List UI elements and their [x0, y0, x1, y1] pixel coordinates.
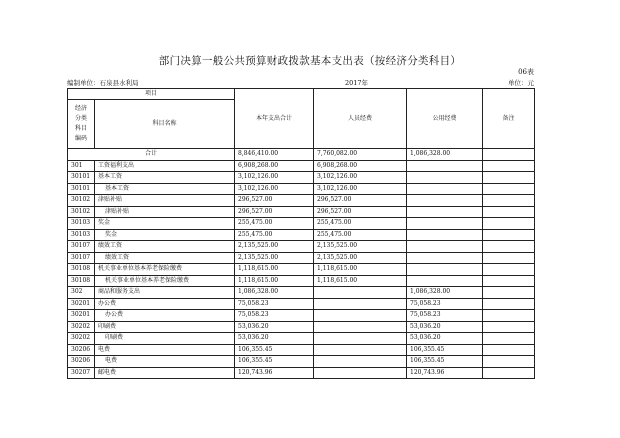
row-public	[407, 218, 483, 230]
row-public	[407, 275, 483, 287]
row-public	[407, 160, 483, 172]
row-personnel: 296,527.00	[314, 195, 407, 207]
row-total: 1,086,328.00	[235, 287, 314, 299]
row-public: 120,743.96	[407, 367, 483, 379]
row-public	[407, 183, 483, 195]
row-total: 2,135,525.00	[235, 252, 314, 264]
row-public: 106,355.45	[407, 356, 483, 368]
table-row	[68, 333, 535, 345]
sum-public: 1,086,328.00	[407, 149, 483, 161]
table-row	[68, 287, 535, 299]
row-name: 电费	[95, 344, 235, 356]
row-note	[483, 195, 535, 207]
row-code: 301	[68, 160, 95, 172]
table-row	[68, 264, 535, 276]
row-code: 30202	[68, 333, 95, 345]
sum-row	[68, 149, 535, 161]
row-public	[407, 241, 483, 253]
row-name: 奖金	[95, 229, 235, 241]
table-row	[68, 321, 535, 333]
row-name: 办公费	[95, 310, 235, 322]
row-total: 6,908,268.00	[235, 160, 314, 172]
row-total: 296,527.00	[235, 195, 314, 207]
row-name: 办公费	[95, 298, 235, 310]
row-public	[407, 252, 483, 264]
row-note	[483, 206, 535, 218]
row-code: 302	[68, 287, 95, 299]
row-name: 机关事业单位基本养老保险缴费	[95, 264, 235, 276]
row-personnel	[314, 310, 407, 322]
row-personnel: 2,135,525.00	[314, 252, 407, 264]
table-row	[68, 252, 535, 264]
row-code: 30108	[68, 264, 95, 276]
row-note	[483, 218, 535, 230]
row-note	[483, 298, 535, 310]
row-name: 基本工资	[95, 172, 235, 184]
sum-total: 8,846,410.00	[235, 149, 314, 161]
row-name: 奖金	[95, 218, 235, 230]
table-row	[68, 195, 535, 207]
row-code: 30102	[68, 206, 95, 218]
row-personnel	[314, 287, 407, 299]
row-personnel	[314, 344, 407, 356]
row-total: 106,355.45	[235, 356, 314, 368]
row-personnel: 3,102,126.00	[314, 172, 407, 184]
row-code: 30201	[68, 298, 95, 310]
table-row	[68, 344, 535, 356]
row-code: 30108	[68, 275, 95, 287]
row-public	[407, 264, 483, 276]
table-row	[68, 241, 535, 253]
row-total: 3,102,126.00	[235, 183, 314, 195]
table-row	[68, 160, 535, 172]
row-name: 津贴补贴	[95, 206, 235, 218]
table-number: 06表	[518, 68, 534, 76]
row-code: 30206	[68, 356, 95, 368]
header-code: 经济 分类 科目 编码	[68, 100, 95, 149]
row-total: 106,355.45	[235, 344, 314, 356]
row-total: 296,527.00	[235, 206, 314, 218]
row-public	[407, 195, 483, 207]
row-public: 75,058.23	[407, 310, 483, 322]
row-note	[483, 356, 535, 368]
row-total: 3,102,126.00	[235, 172, 314, 184]
row-total: 53,036.20	[235, 321, 314, 333]
row-code: 30206	[68, 344, 95, 356]
row-public: 53,036.20	[407, 321, 483, 333]
row-personnel	[314, 298, 407, 310]
row-name: 工资福利支出	[95, 160, 235, 172]
row-public: 1,086,328.00	[407, 287, 483, 299]
row-personnel	[314, 356, 407, 368]
sum-personnel: 7,760,082.00	[314, 149, 407, 161]
table-row	[68, 356, 535, 368]
row-note	[483, 344, 535, 356]
header-personnel: 人员经费	[314, 89, 407, 149]
row-note	[483, 264, 535, 276]
row-code: 30207	[68, 367, 95, 379]
compiling-unit: 编制单位：石泉县水利局	[67, 79, 139, 87]
row-personnel: 296,527.00	[314, 206, 407, 218]
currency-unit: 单位：元	[508, 79, 534, 87]
row-public: 106,355.45	[407, 344, 483, 356]
row-name: 商品和服务支出	[95, 287, 235, 299]
row-code: 30107	[68, 241, 95, 253]
row-personnel: 2,135,525.00	[314, 241, 407, 253]
expenditure-table	[67, 88, 535, 379]
header-total: 本年支出合计	[235, 89, 314, 149]
row-code: 30202	[68, 321, 95, 333]
sum-note	[483, 149, 535, 161]
row-total: 75,058.23	[235, 310, 314, 322]
row-code: 30101	[68, 172, 95, 184]
row-total: 1,118,615.00	[235, 275, 314, 287]
header-item: 项目	[68, 89, 235, 100]
row-code: 30101	[68, 183, 95, 195]
row-note	[483, 275, 535, 287]
row-note	[483, 241, 535, 253]
row-code: 30103	[68, 218, 95, 230]
row-note	[483, 287, 535, 299]
report-year: 2017年	[345, 79, 369, 87]
row-name: 机关事业单位基本养老保险缴费	[95, 275, 235, 287]
table-row	[68, 275, 535, 287]
row-note	[483, 160, 535, 172]
row-total: 53,036.20	[235, 333, 314, 345]
row-personnel: 1,118,615.00	[314, 264, 407, 276]
header-note: 备注	[483, 89, 535, 149]
row-note	[483, 172, 535, 184]
table-row	[68, 206, 535, 218]
row-name: 绩效工资	[95, 252, 235, 264]
header-name: 科目名称	[95, 100, 235, 149]
row-total: 2,135,525.00	[235, 241, 314, 253]
table-row	[68, 229, 535, 241]
row-public: 75,058.23	[407, 298, 483, 310]
row-public	[407, 206, 483, 218]
row-personnel: 255,475.00	[314, 229, 407, 241]
row-total: 75,058.23	[235, 298, 314, 310]
sum-label: 合计	[68, 149, 235, 161]
row-public: 53,036.20	[407, 333, 483, 345]
row-code: 30107	[68, 252, 95, 264]
row-public	[407, 229, 483, 241]
row-personnel: 3,102,126.00	[314, 183, 407, 195]
row-note	[483, 229, 535, 241]
row-name: 基本工资	[95, 183, 235, 195]
row-total: 1,118,615.00	[235, 264, 314, 276]
row-note	[483, 183, 535, 195]
row-name: 津贴补贴	[95, 195, 235, 207]
table-row	[68, 298, 535, 310]
report-title: 部门决算一般公共预算财政拨款基本支出表（按经济分类科目）	[158, 55, 462, 67]
row-name: 邮电费	[95, 367, 235, 379]
row-personnel: 1,118,615.00	[314, 275, 407, 287]
row-personnel: 255,475.00	[314, 218, 407, 230]
row-total: 120,743.96	[235, 367, 314, 379]
row-name: 印刷费	[95, 321, 235, 333]
table-row	[68, 172, 535, 184]
row-total: 255,475.00	[235, 229, 314, 241]
row-personnel	[314, 367, 407, 379]
table-row	[68, 310, 535, 322]
row-personnel: 6,908,268.00	[314, 160, 407, 172]
row-personnel	[314, 333, 407, 345]
row-code: 30103	[68, 229, 95, 241]
table-row	[68, 183, 535, 195]
header-public: 公用经费	[407, 89, 483, 149]
row-code: 30102	[68, 195, 95, 207]
table-row	[68, 367, 535, 379]
row-personnel	[314, 321, 407, 333]
row-note	[483, 367, 535, 379]
row-code: 30201	[68, 310, 95, 322]
table-row	[68, 218, 535, 230]
row-public	[407, 172, 483, 184]
row-name: 绩效工资	[95, 241, 235, 253]
row-note	[483, 321, 535, 333]
row-name: 印刷费	[95, 333, 235, 345]
row-note	[483, 333, 535, 345]
row-total: 255,475.00	[235, 218, 314, 230]
row-note	[483, 252, 535, 264]
row-name: 电费	[95, 356, 235, 368]
row-note	[483, 310, 535, 322]
